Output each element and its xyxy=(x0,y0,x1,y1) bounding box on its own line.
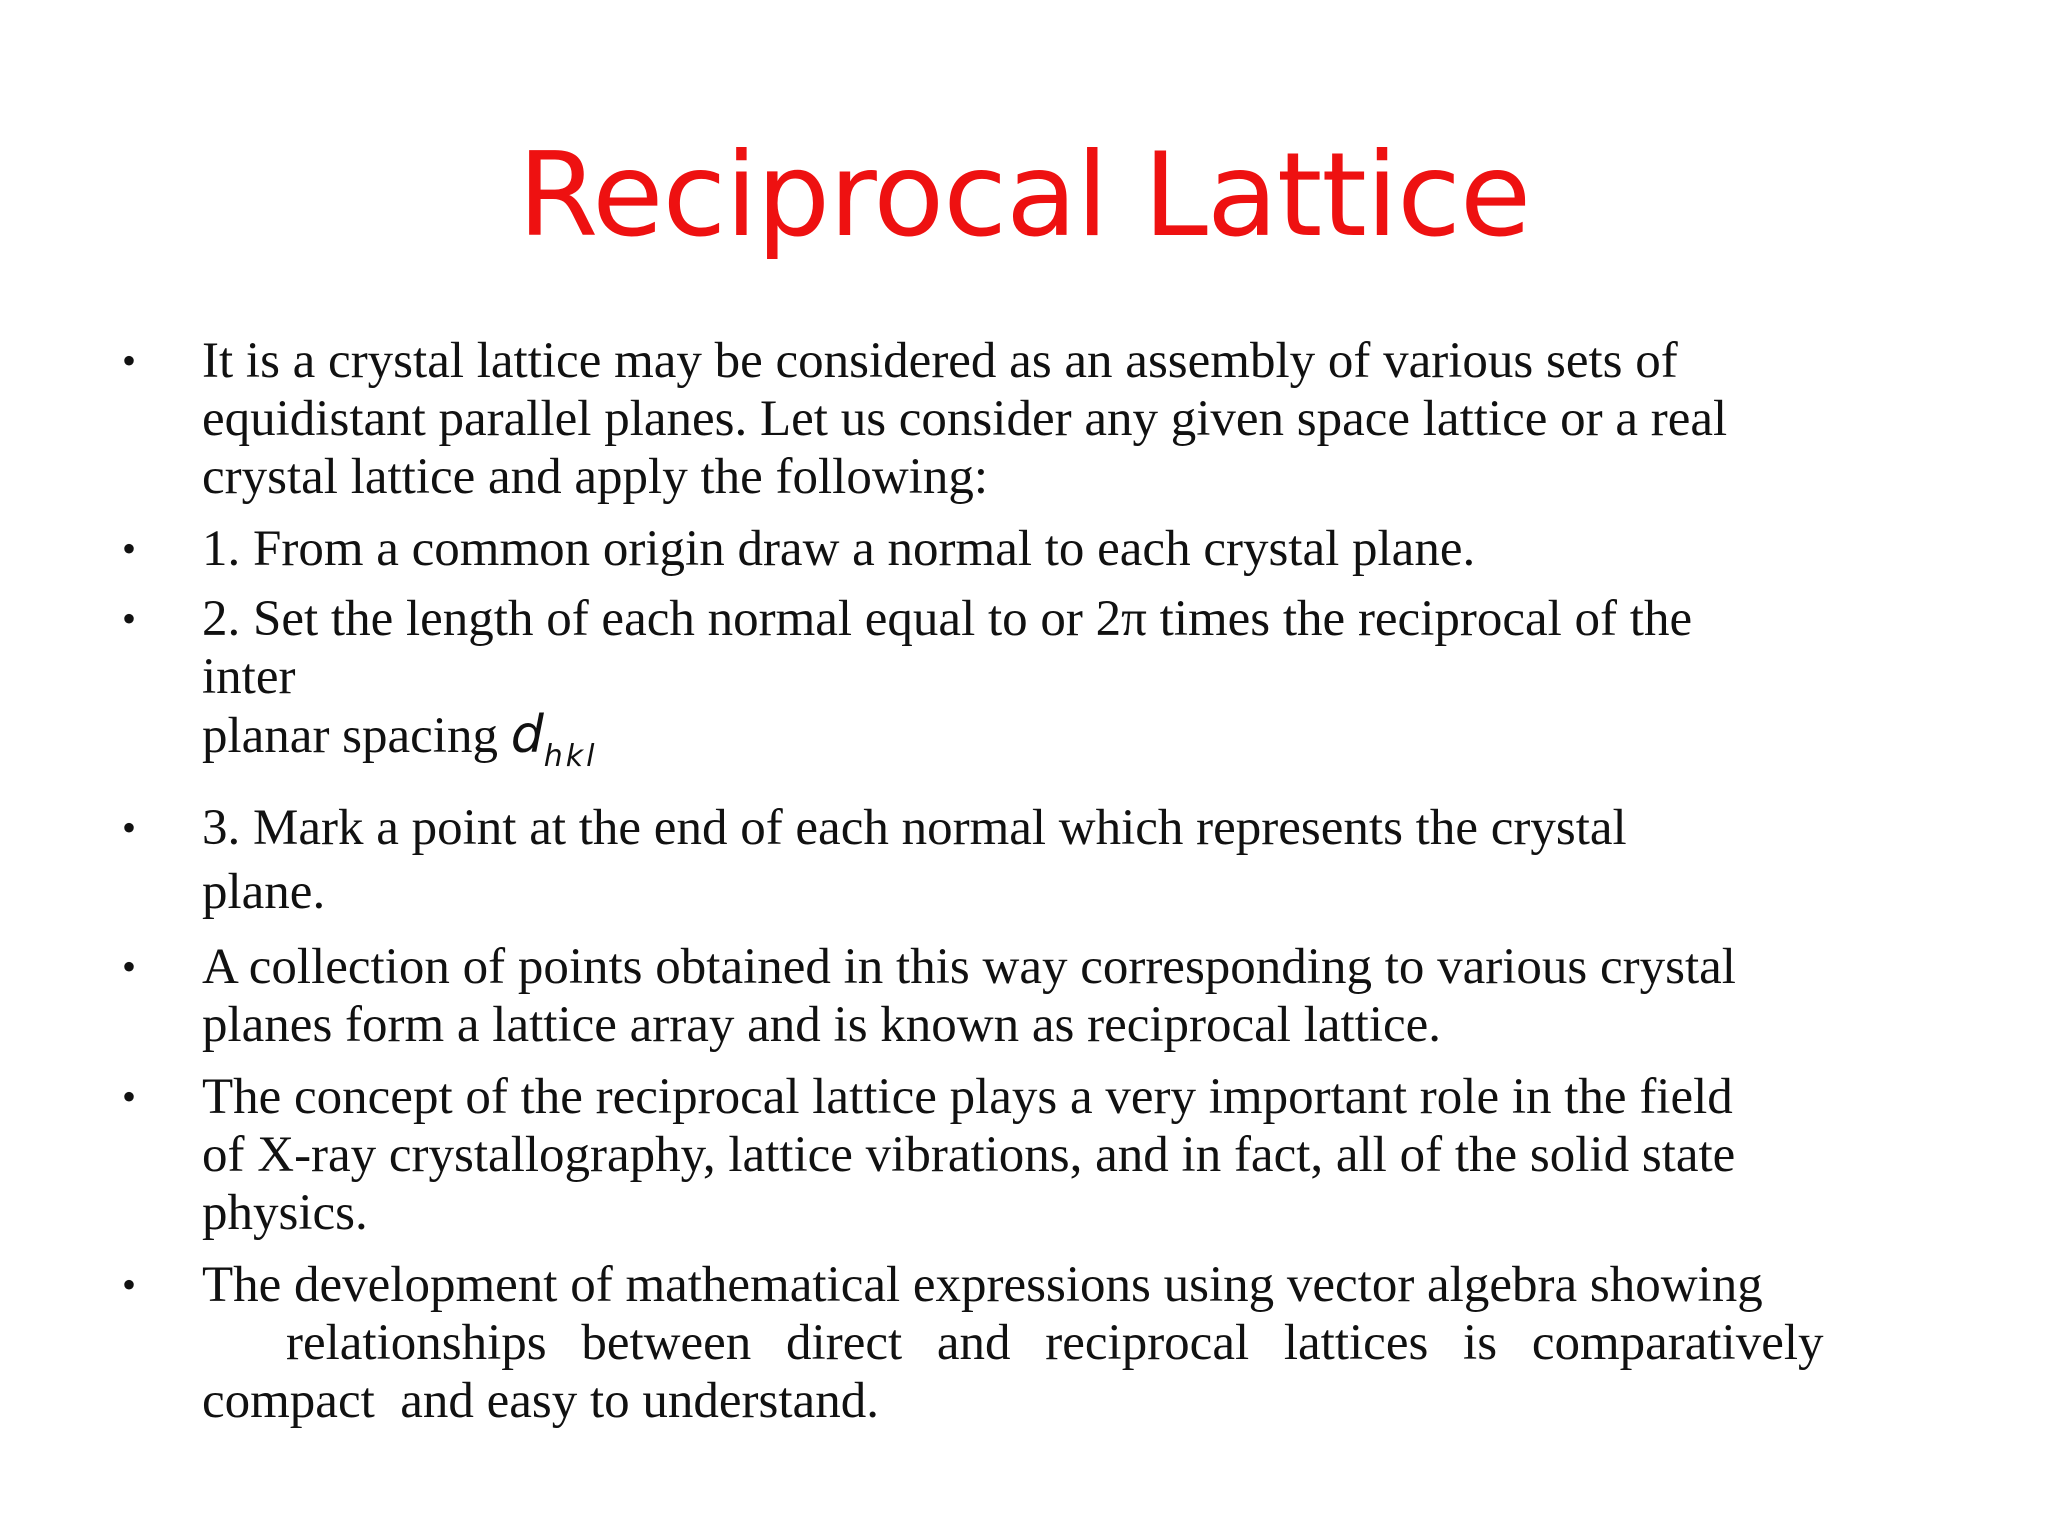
list-item xyxy=(118,1256,1888,1430)
item-text-line: crystal lattice and apply the following: xyxy=(202,449,989,505)
item-text-line: planes form a lattice array and is known as reciprocal lattice. xyxy=(202,997,1442,1053)
bullet-dot-icon: • xyxy=(122,805,137,850)
bullet-dot-icon: • xyxy=(122,526,137,571)
item-text-line: The development of mathematical expressions using vector algebra showing xyxy=(202,1257,1763,1313)
item-text-line: equidistant parallel planes. Let us consider any given space lattice or a real xyxy=(202,391,1728,447)
item-text-line: of X-ray crystallography, lattice vibrations, and in fact, all of the solid state xyxy=(202,1127,1736,1183)
list-item xyxy=(118,796,1888,924)
math-subscript-hkl: hkl xyxy=(543,739,598,774)
bullet-dot-icon: • xyxy=(122,1074,137,1119)
item-text-line: physics. xyxy=(202,1185,368,1241)
item-text-line: plane. xyxy=(202,864,326,920)
list-item xyxy=(118,1068,1888,1242)
bullet-dot-icon: • xyxy=(122,338,137,383)
bullet-dot-icon: • xyxy=(122,1262,137,1307)
list-item xyxy=(118,590,1888,772)
item-text-line: compact and easy to understand. xyxy=(202,1373,879,1429)
item-text-line: A collection of points obtained in this way corresponding to various crystal xyxy=(202,939,1736,995)
item-text-line-justified: relationships between direct and reciprocal lattices is comparatively xyxy=(286,1315,1824,1371)
slide-title: Reciprocal Lattice xyxy=(517,128,1531,263)
bullet-list xyxy=(118,332,1888,1430)
item-text-line-math xyxy=(202,706,1888,772)
item-text-line: inter xyxy=(202,649,296,705)
item-text-line: It is a crystal lattice may be considered as an assembly of various sets of xyxy=(202,333,1678,389)
item-text-line: The concept of the reciprocal lattice plays a very important role in the field xyxy=(202,1069,1733,1125)
bullet-dot-icon: • xyxy=(122,944,137,989)
list-item xyxy=(118,332,1888,506)
item-text-line: 1. From a common origin draw a normal to each crystal plane. xyxy=(202,521,1476,577)
item-text-line: 2. Set the length of each normal equal to or 2π times the reciprocal of the xyxy=(202,591,1693,647)
math-prefix: planar spacing xyxy=(202,708,511,764)
list-item xyxy=(118,520,1888,578)
math-symbol-d: d xyxy=(510,705,544,765)
bullet-dot-icon: • xyxy=(122,596,137,641)
list-item xyxy=(118,938,1888,1054)
item-text-line: 3. Mark a point at the end of each normal which represents the crystal xyxy=(202,800,1627,856)
